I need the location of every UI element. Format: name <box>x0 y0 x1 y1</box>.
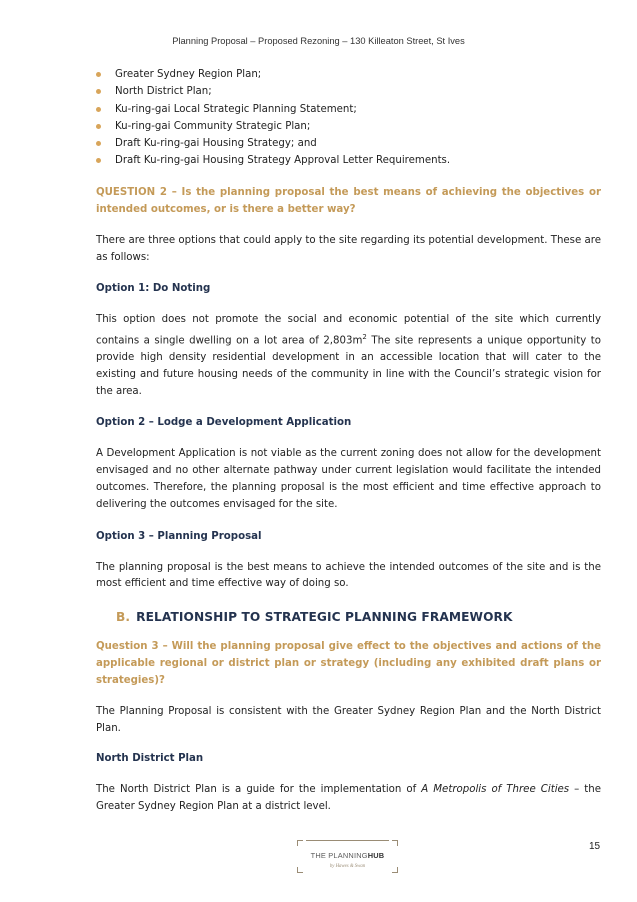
logo-rule <box>306 840 389 841</box>
section-b-heading <box>96 609 601 626</box>
page-content <box>96 66 601 816</box>
list-item-text: Ku-ring-gai Community Strategic Plan; <box>115 120 311 132</box>
section-letter: B. <box>116 610 131 625</box>
superscript: 2 <box>362 332 367 341</box>
list-item <box>96 66 601 83</box>
planning-hub-logo <box>297 840 398 873</box>
list-item-text: Ku-ring-gai Local Strategic Planning Statement; <box>115 103 357 115</box>
question-2-heading: QUESTION 2 – Is the planning proposal the best means of achieving the objectives or intended outcomes, or is there a better way? <box>96 186 601 215</box>
consistency-statement: The Planning Proposal is consistent with the Greater Sydney Region Plan and the North District Plan. <box>96 706 601 735</box>
section-title: RELATIONSHIP TO STRATEGIC PLANNING FRAMEWORK <box>136 610 513 625</box>
bullet-icon <box>96 124 101 129</box>
list-item <box>96 135 601 152</box>
logo-wordmark <box>297 851 398 860</box>
logo-corner <box>392 840 398 846</box>
logo-text-bold: HUB <box>367 851 385 860</box>
option-1-text-cont: The site represents a unique opportunity to provide high density residential development in an accessible location that will cater to the existing and future housing needs of the community in line with the Council’s strategic vision for the area. <box>96 335 601 397</box>
plan-title-italic: A Metropolis of Three Cities <box>421 783 570 795</box>
list-item <box>96 101 601 118</box>
list-item-text: Greater Sydney Region Plan; <box>115 69 262 80</box>
north-district-body <box>96 782 601 816</box>
running-header: Planning Proposal – Proposed Rezoning – 130 Killeaton Street, St Ives <box>172 36 465 46</box>
option-1-body <box>96 312 601 400</box>
option-1-heading: Option 1: Do Noting <box>96 282 211 294</box>
option-2-body: A Development Application is not viable as the current zoning does not allow for the development envisaged and no other alternate pathway under current legislation would facilitate the intended outcomes. Therefore, the planning proposal is the most efficient and time effective approach to delivering the outcomes envisaged for the site. <box>96 448 601 510</box>
option-3-body: The planning proposal is the best means to achieve the intended outcomes of the site and is the most efficient and time effective way of doing so. <box>96 561 601 590</box>
logo-text-light: THE PLANNING <box>310 851 368 860</box>
north-district-text: The North District Plan is a guide for the implementation of <box>96 783 422 795</box>
option-3-heading: Option 3 – Planning Proposal <box>96 530 262 542</box>
list-item <box>96 118 601 135</box>
question-3-heading: Question 3 – Will the planning proposal give effect to the objectives and actions of the applicable regional or district plan or strategy (including any exhibited draft plans or strategies)? <box>96 640 601 686</box>
north-district-heading: North District Plan <box>96 752 204 764</box>
bullet-icon <box>96 72 101 77</box>
bullet-icon <box>96 107 101 112</box>
north-district-text-cont: – the Greater Sydney Region Plan at a district level. <box>96 783 601 812</box>
bullet-icon <box>96 158 101 163</box>
list-item-text: Draft Ku-ring-gai Housing Strategy Approval Letter Requirements. <box>115 155 451 167</box>
options-intro: There are three options that could apply to the site regarding its potential development. These are as follows: <box>96 235 601 264</box>
plan-list <box>96 66 601 170</box>
page-number: 15 <box>589 841 601 852</box>
bullet-icon <box>96 89 101 94</box>
option-2-heading: Option 2 – Lodge a Development Application <box>96 417 352 429</box>
list-item <box>96 83 601 100</box>
bullet-icon <box>96 141 101 146</box>
list-item-text: North District Plan; <box>115 86 212 98</box>
logo-corner <box>297 840 303 846</box>
list-item-text: Draft Ku-ring-gai Housing Strategy; and <box>115 138 317 150</box>
option-1-text: This option does not promote the social and economic potential of the site which currently contains a single dwelling on a lot area of 2,803m <box>96 313 601 347</box>
list-item <box>96 152 601 169</box>
logo-tagline: by Hawes & Swan <box>329 864 366 869</box>
